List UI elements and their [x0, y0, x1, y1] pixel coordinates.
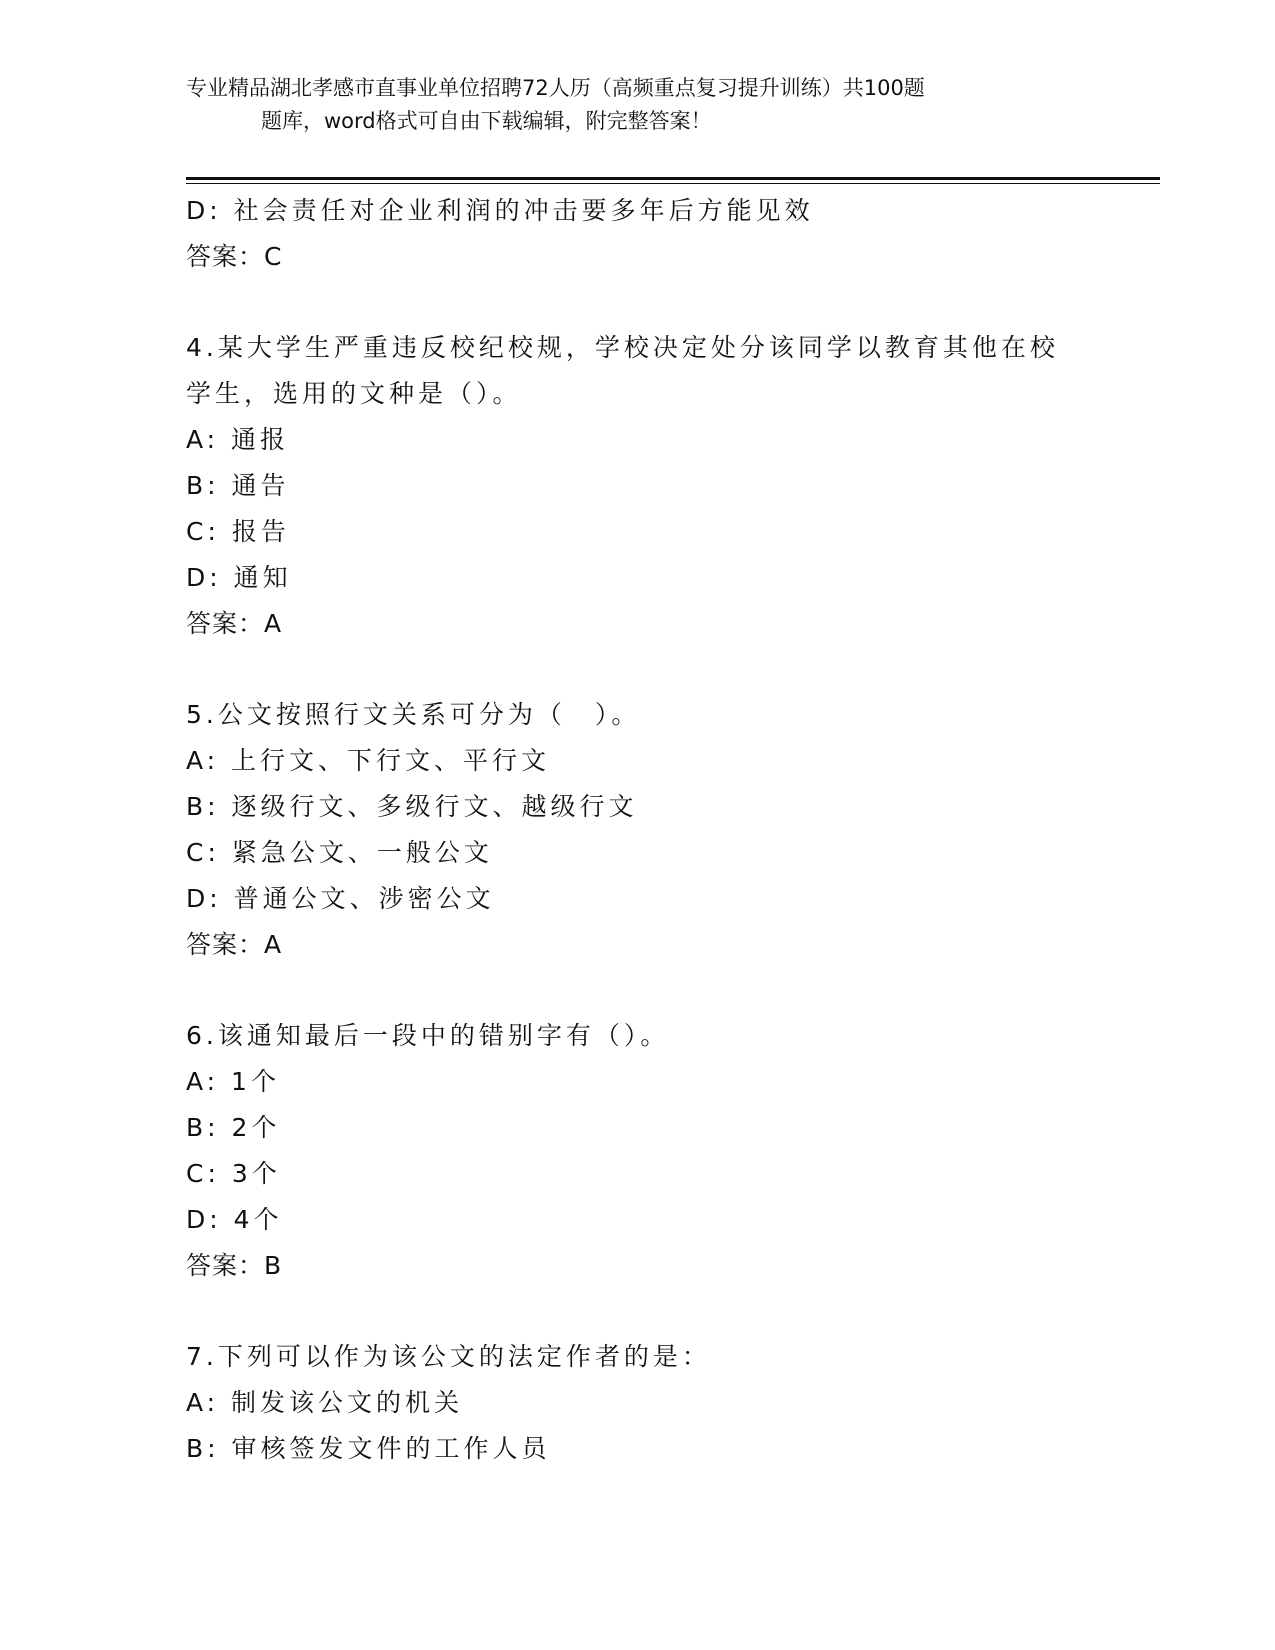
- question-4-option-c: C: 报告: [186, 517, 290, 546]
- question-5-answer: 答案：A: [186, 930, 283, 959]
- document-header: [186, 72, 1106, 138]
- question-6-option-a: A: 1个: [186, 1067, 280, 1096]
- question-7-stem: 7.下列可以作为该公文的法定作者的是：: [186, 1342, 711, 1371]
- question-6-option-b: B: 2个: [186, 1113, 281, 1142]
- question-5: [186, 692, 1126, 968]
- question-5-option-c: C: 紧急公文、一般公文: [186, 838, 493, 867]
- header-divider-thick: [186, 177, 1160, 180]
- question-6-answer: 答案：B: [186, 1251, 283, 1280]
- question-4-stem-line-1: 4.某大学生严重违反校纪校规，学校决定处分该同学以教育其他在校: [186, 333, 1059, 362]
- question-5-stem: 5.公文按照行文关系可分为（ ）。: [186, 700, 641, 729]
- question-list: [186, 188, 1126, 1472]
- prev-option-d: D: 社会责任对企业利润的冲击要多年后方能见效: [186, 196, 814, 225]
- question-4-stem-line-2: 学生，选用的文种是（）。: [186, 379, 522, 408]
- header-title-line-2: 题库，word格式可自由下载编辑，附完整答案！: [261, 109, 712, 133]
- question-7: [186, 1334, 1126, 1472]
- question-7-option-b: B: 审核签发文件的工作人员: [186, 1434, 551, 1463]
- question-5-option-b: B: 逐级行文、多级行文、越级行文: [186, 792, 638, 821]
- question-7-option-a: A: 制发该公文的机关: [186, 1388, 464, 1417]
- question-5-option-a: A: 上行文、下行文、平行文: [186, 746, 551, 775]
- question-5-option-d: D: 普通公文、涉密公文: [186, 884, 495, 913]
- header-divider-thin: [186, 183, 1160, 184]
- prev-answer: 答案：C: [186, 242, 283, 271]
- question-6-option-c: C: 3个: [186, 1159, 281, 1188]
- header-title-line-1: 专业精品湖北孝感市直事业单位招聘72人历（高频重点复习提升训练）共100题: [186, 76, 925, 100]
- question-6-stem: 6.该通知最后一段中的错别字有（）。: [186, 1021, 670, 1050]
- question-4-option-b: B: 通告: [186, 471, 290, 500]
- question-6-option-d: D: 4个: [186, 1205, 283, 1234]
- question-4: [186, 325, 1126, 647]
- question-4-option-d: D: 通知: [186, 563, 292, 592]
- question-6: [186, 1013, 1126, 1289]
- question-4-option-a: A: 通报: [186, 425, 290, 454]
- question-4-answer: 答案：A: [186, 609, 283, 638]
